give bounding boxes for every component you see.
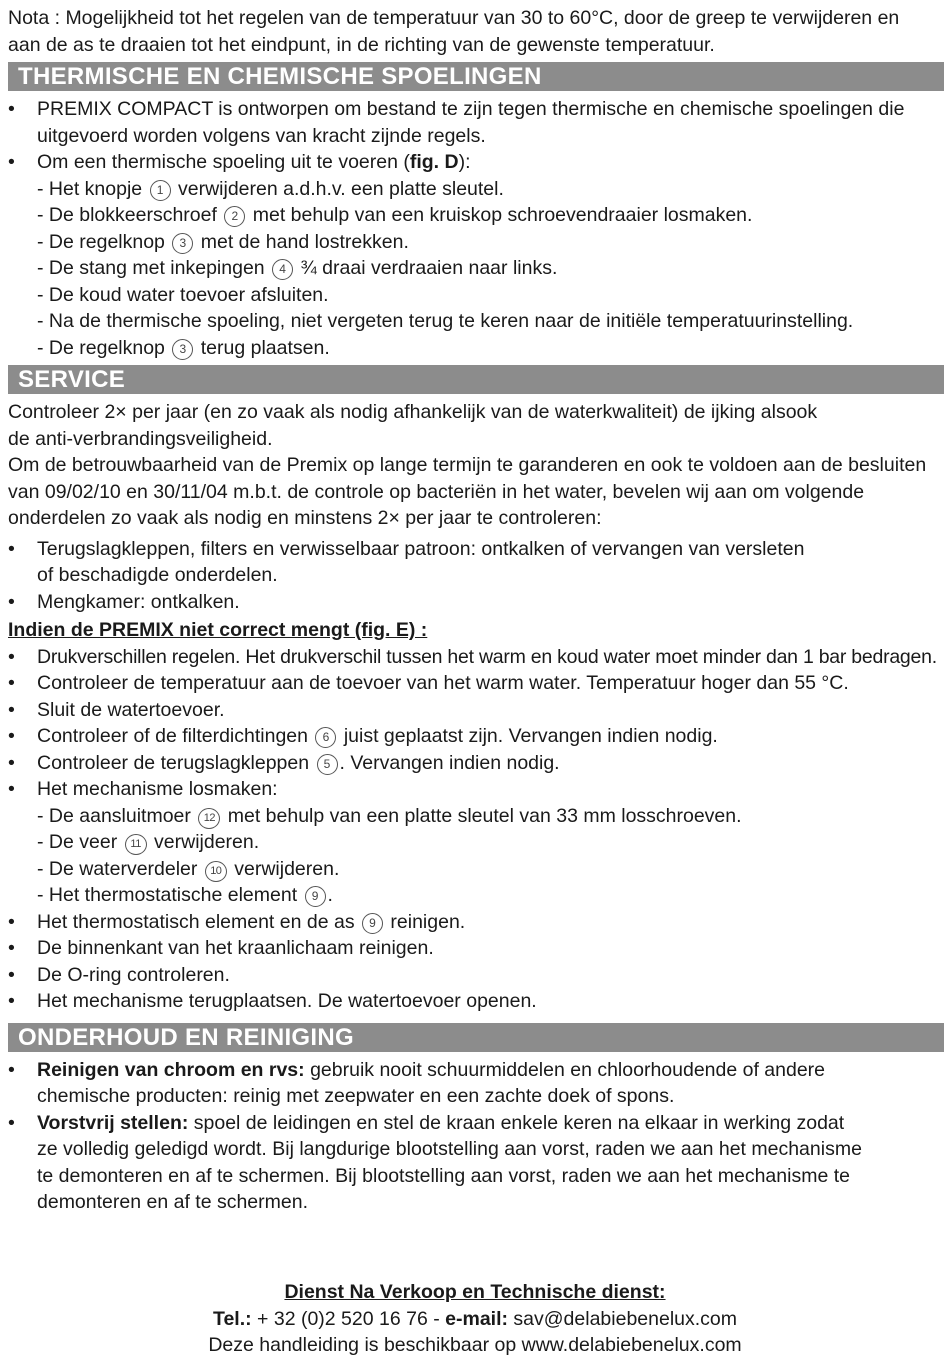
bullet-heading: Reinigen van chroom en rvs:: [37, 1058, 305, 1081]
section-title-onderhoud: ONDERHOUD EN REINIGING: [8, 1023, 944, 1052]
list-item: • Controleer de temperatuur aan de toevoer van het warm water. Temperatuur hoger dan 55 °C.: [8, 670, 944, 697]
list-item: • De binnenkant van het kraanlichaam reinigen.: [8, 935, 944, 962]
bullet-text: of beschadigde onderdelen.: [37, 564, 278, 586]
part-number-icon: 3: [172, 233, 193, 254]
list-item: • Controleer de terugslagkleppen 5 . Vervangen indien nodig.: [8, 750, 944, 777]
nota-line-1: Nota : Mogelijkheid tot het regelen van de temperatuur van 30 to 60°C, door de greep te verwijderen en: [8, 7, 900, 29]
service-para-2-line-1: Om de betrouwbaarheid van de Premix op lange termijn te garanderen en ook te voldoen aan de besluiten: [8, 454, 927, 476]
part-number-icon: 6: [315, 727, 336, 748]
service-para-1-line-2: de anti-verbrandingsveiligheid.: [8, 427, 273, 450]
step-line: - De stang met inkepingen 4 ¾ draai verdraaien naar links.: [37, 257, 558, 279]
troubleshoot-list: [8, 644, 944, 803]
step-line: - Het knopje 1 verwijderen a.d.h.v. een platte sleutel.: [37, 177, 504, 200]
part-number-icon: 9: [305, 886, 326, 907]
bullet-text: ):: [458, 151, 471, 173]
step-line: - Het thermostatische element 9 .: [37, 884, 333, 906]
email-value: sav@delabiebenelux.com: [508, 1307, 738, 1330]
list-item: [8, 589, 944, 616]
service-para-2-line-2: van 09/02/10 en 30/11/04 m.b.t. de controle op bacteriën in het water, bevelen wij aan om volgende: [8, 480, 865, 503]
section-title-service: SERVICE: [8, 365, 944, 394]
thermal-steps: [8, 176, 944, 362]
nota-line-2: aan de as te draaien tot het eindpunt, in de richting van de gewenste temperatuur.: [8, 33, 715, 56]
step-line: - De blokkeerschroef 2 met behulp van een kruiskop schroevendraaier losmaken.: [37, 204, 753, 226]
list-item: • Controleer of de filterdichtingen 6 juist geplaatst zijn. Vervangen indien nodig.: [8, 723, 944, 750]
tel-label: Tel.:: [212, 1307, 252, 1330]
list-item: • Het thermostatisch element en de as 9 reinigen.: [8, 909, 944, 936]
step-line: - De koud water toevoer afsluiten.: [37, 283, 329, 306]
step-line: - De regelknop 3 terug plaatsen.: [37, 336, 330, 359]
part-number-icon: 3: [172, 339, 193, 360]
step-line: - De veer 11 verwijderen.: [37, 831, 260, 853]
service-list: [8, 536, 944, 616]
list-item: • Het mechanisme losmaken:: [8, 776, 944, 803]
list-item: [8, 96, 944, 149]
part-number-icon: 9: [362, 913, 383, 934]
step-line: - De aansluitmoer 12 met behulp van een platte sleutel van 33 mm losschroeven.: [37, 804, 742, 827]
part-number-icon: 11: [125, 834, 147, 855]
section-title-spoelingen: THERMISCHE EN CHEMISCHE SPOELINGEN: [8, 62, 944, 91]
part-number-icon: 5: [317, 754, 338, 775]
service-para-2-line-3: onderdelen zo vaak als nodig en minstens 2× per jaar te controleren:: [8, 507, 602, 529]
list-item: [8, 536, 944, 589]
email-label: e-mail:: [445, 1307, 508, 1330]
footer-title: Dienst Na Verkoop en Technische dienst:: [284, 1281, 666, 1303]
service-para-1-line-1: Controleer 2× per jaar (en zo vaak als nodig afhankelijk van de waterkwaliteit) de ijking alsook: [8, 401, 818, 423]
spoelingen-list: [8, 96, 944, 176]
part-number-icon: 12: [198, 808, 220, 829]
list-item: • Reinigen van chroom en rvs: gebruik nooit schuurmiddelen en chloorhoudende of andere chemische producten: reinig met zeepwater en een zachte doek of spons.: [8, 1057, 944, 1110]
bullet-text: Terugslagkleppen, filters en verwisselbaar patroon: ontkalken of vervangen van versleten: [37, 537, 805, 560]
footer-contact: [0, 1306, 950, 1333]
step-line: - De regelknop 3 met de hand lostrekken.: [37, 230, 409, 253]
list-item: [8, 149, 944, 176]
part-number-icon: 10: [205, 861, 227, 882]
page: [8, 5, 944, 1216]
list-item: • De O-ring controleren.: [8, 962, 944, 989]
list-item: • Sluit de watertoevoer.: [8, 697, 944, 724]
figure-reference: fig. D: [409, 151, 459, 173]
final-checks-list: [8, 909, 944, 1015]
step-line: - De waterverdeler 10 verwijderen.: [37, 857, 340, 880]
step-line: - Na de thermische spoeling, niet vergeten terug te keren naar de initiële temperatuurinstelling.: [37, 310, 854, 332]
list-item: • Het mechanisme terugplaatsen. De watertoevoer openen.: [8, 988, 944, 1015]
list-item: • Drukverschillen regelen. Het drukverschil tussen het warm en koud water moet minder dan 1 bar bedragen.: [8, 644, 944, 671]
list-item: • Vorstvrij stellen: spoel de leidingen en stel de kraan enkele keren na elkaar in werking zodat ze volledig geledigd wordt. Bij langdurige blootstelling aan vorst, raden we aan het mechanisme te demonteren en af te schermen. Bij blootstelling aan vorst, raden we aan het mechanisme te demonteren en af te schermen.: [8, 1110, 944, 1216]
part-number-icon: 1: [150, 180, 171, 201]
bullet-text: Om een thermische spoeling uit te voeren (: [37, 151, 410, 173]
part-number-icon: 4: [272, 259, 293, 280]
footer-manual-note: Deze handleiding is beschikbaar op www.delabiebenelux.com: [208, 1334, 742, 1356]
footer: [0, 1279, 950, 1359]
onderhoud-list: [8, 1057, 944, 1216]
mechanism-steps: [8, 803, 944, 909]
tel-value: + 32 (0)2 520 16 76 -: [251, 1307, 446, 1330]
part-number-icon: 2: [224, 206, 245, 227]
bullet-text: Mengkamer: ontkalken.: [37, 590, 240, 613]
mixing-problem-heading: Indien de PREMIX niet correct mengt (fig. E) :: [8, 619, 428, 641]
bullet-heading: Vorstvrij stellen:: [37, 1111, 189, 1134]
bullet-text: PREMIX COMPACT is ontworpen om bestand te zijn tegen thermische en chemische spoelingen die uitgevoerd worden volgens van kracht zijnde regels.: [37, 98, 905, 147]
